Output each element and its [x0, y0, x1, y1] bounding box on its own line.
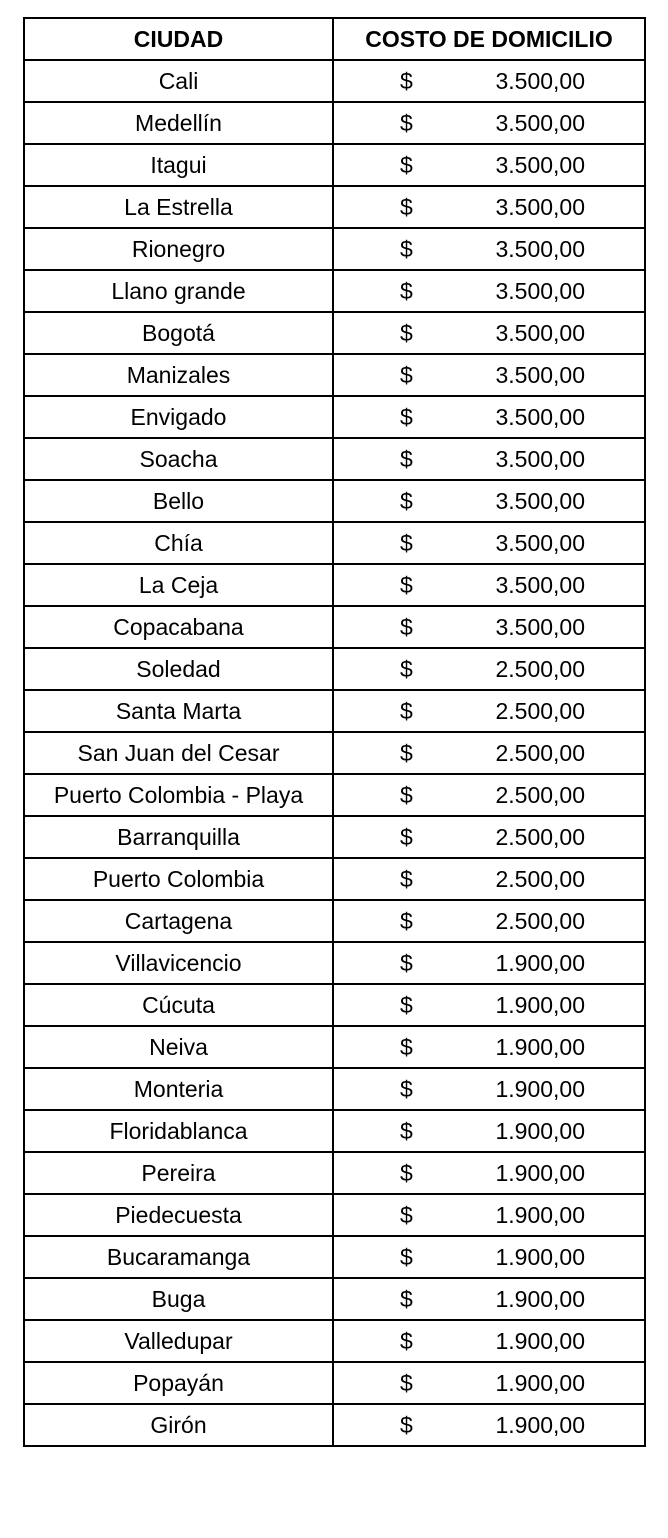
table-row	[24, 1362, 645, 1404]
currency-symbol: $	[400, 908, 413, 934]
cost-amount: 2.500,00	[495, 866, 585, 892]
currency-symbol: $	[400, 1160, 413, 1186]
table-row	[24, 1068, 645, 1110]
cost-amount: 1.900,00	[495, 1160, 585, 1186]
table-row	[24, 1026, 645, 1068]
cost-cell	[333, 1152, 645, 1194]
cost-cell	[333, 1110, 645, 1152]
cost-amount: 2.500,00	[495, 782, 585, 808]
table-row	[24, 900, 645, 942]
cost-cell	[333, 396, 645, 438]
currency-symbol: $	[400, 1244, 413, 1270]
cost-amount: 1.900,00	[495, 1286, 585, 1312]
cost-amount: 3.500,00	[495, 614, 585, 640]
cost-amount: 1.900,00	[495, 1118, 585, 1144]
cost-amount: 3.500,00	[495, 446, 585, 472]
cost-amount: 2.500,00	[495, 698, 585, 724]
city-cell: Villavicencio	[24, 942, 333, 984]
table-row	[24, 1404, 645, 1446]
cost-cell	[333, 102, 645, 144]
cost-cell	[333, 1194, 645, 1236]
table-row	[24, 354, 645, 396]
cost-amount: 3.500,00	[495, 404, 585, 430]
city-cell: La Ceja	[24, 564, 333, 606]
city-cell: Soledad	[24, 648, 333, 690]
delivery-cost-table	[23, 17, 646, 1447]
currency-symbol: $	[400, 866, 413, 892]
cost-cell	[333, 648, 645, 690]
city-cell: Rionegro	[24, 228, 333, 270]
cost-cell	[333, 270, 645, 312]
currency-symbol: $	[400, 362, 413, 388]
cost-cell	[333, 1320, 645, 1362]
table-row	[24, 102, 645, 144]
table-row	[24, 690, 645, 732]
table-row	[24, 438, 645, 480]
cost-amount: 3.500,00	[495, 530, 585, 556]
city-cell: Floridablanca	[24, 1110, 333, 1152]
table-row	[24, 186, 645, 228]
city-cell: Bogotá	[24, 312, 333, 354]
cost-amount: 2.500,00	[495, 656, 585, 682]
currency-symbol: $	[400, 1118, 413, 1144]
currency-symbol: $	[400, 698, 413, 724]
cost-cell	[333, 858, 645, 900]
currency-symbol: $	[400, 194, 413, 220]
cost-amount: 1.900,00	[495, 1202, 585, 1228]
currency-symbol: $	[400, 572, 413, 598]
city-cell: Chía	[24, 522, 333, 564]
table-row	[24, 942, 645, 984]
city-cell: Puerto Colombia - Playa	[24, 774, 333, 816]
cost-amount: 2.500,00	[495, 908, 585, 934]
cost-amount: 3.500,00	[495, 68, 585, 94]
cost-cell	[333, 60, 645, 102]
cost-cell	[333, 1362, 645, 1404]
cost-cell	[333, 480, 645, 522]
currency-symbol: $	[400, 740, 413, 766]
table-header-row	[24, 18, 645, 60]
cost-amount: 3.500,00	[495, 236, 585, 262]
cost-amount: 3.500,00	[495, 362, 585, 388]
table-row	[24, 522, 645, 564]
city-cell: Llano grande	[24, 270, 333, 312]
table-row	[24, 564, 645, 606]
city-cell: Valledupar	[24, 1320, 333, 1362]
table-row	[24, 816, 645, 858]
city-cell: Pereira	[24, 1152, 333, 1194]
city-cell: Bello	[24, 480, 333, 522]
city-cell: Cúcuta	[24, 984, 333, 1026]
table-row	[24, 1278, 645, 1320]
currency-symbol: $	[400, 1076, 413, 1102]
city-cell: Cali	[24, 60, 333, 102]
table-row	[24, 858, 645, 900]
cost-cell	[333, 900, 645, 942]
cost-amount: 1.900,00	[495, 1412, 585, 1438]
cost-cell	[333, 1278, 645, 1320]
cost-cell	[333, 1236, 645, 1278]
table-row	[24, 144, 645, 186]
header-delivery-cost: COSTO DE DOMICILIO	[333, 18, 645, 60]
cost-cell	[333, 354, 645, 396]
cost-cell	[333, 144, 645, 186]
cost-cell	[333, 1068, 645, 1110]
cost-cell	[333, 690, 645, 732]
currency-symbol: $	[400, 278, 413, 304]
cost-cell	[333, 228, 645, 270]
cost-amount: 3.500,00	[495, 488, 585, 514]
cost-cell	[333, 732, 645, 774]
table-row	[24, 1194, 645, 1236]
currency-symbol: $	[400, 1370, 413, 1396]
city-cell: Neiva	[24, 1026, 333, 1068]
table-row	[24, 648, 645, 690]
table-row	[24, 1236, 645, 1278]
cost-cell	[333, 984, 645, 1026]
table-row	[24, 732, 645, 774]
cost-cell	[333, 774, 645, 816]
cost-cell	[333, 606, 645, 648]
currency-symbol: $	[400, 530, 413, 556]
city-cell: Santa Marta	[24, 690, 333, 732]
city-cell: Buga	[24, 1278, 333, 1320]
cost-amount: 3.500,00	[495, 110, 585, 136]
table-row	[24, 774, 645, 816]
cost-amount: 1.900,00	[495, 1370, 585, 1396]
cost-amount: 3.500,00	[495, 194, 585, 220]
cost-amount: 1.900,00	[495, 1244, 585, 1270]
table-row	[24, 312, 645, 354]
city-cell: Itagui	[24, 144, 333, 186]
cost-amount: 3.500,00	[495, 320, 585, 346]
cost-cell	[333, 942, 645, 984]
table-row	[24, 270, 645, 312]
currency-symbol: $	[400, 950, 413, 976]
city-cell: Manizales	[24, 354, 333, 396]
currency-symbol: $	[400, 992, 413, 1018]
currency-symbol: $	[400, 236, 413, 262]
city-cell: Envigado	[24, 396, 333, 438]
table-row	[24, 1110, 645, 1152]
cost-amount: 1.900,00	[495, 1328, 585, 1354]
cost-cell	[333, 1404, 645, 1446]
cost-amount: 3.500,00	[495, 152, 585, 178]
city-cell: Cartagena	[24, 900, 333, 942]
city-cell: Popayán	[24, 1362, 333, 1404]
city-cell: Copacabana	[24, 606, 333, 648]
city-cell: Girón	[24, 1404, 333, 1446]
table-row	[24, 396, 645, 438]
currency-symbol: $	[400, 152, 413, 178]
city-cell: Barranquilla	[24, 816, 333, 858]
cost-amount: 2.500,00	[495, 824, 585, 850]
cost-cell	[333, 312, 645, 354]
table-body	[24, 60, 645, 1446]
currency-symbol: $	[400, 1286, 413, 1312]
table-row	[24, 1152, 645, 1194]
city-cell: Piedecuesta	[24, 1194, 333, 1236]
currency-symbol: $	[400, 782, 413, 808]
table-row	[24, 606, 645, 648]
cost-cell	[333, 564, 645, 606]
cost-amount: 1.900,00	[495, 950, 585, 976]
currency-symbol: $	[400, 1034, 413, 1060]
city-cell: Puerto Colombia	[24, 858, 333, 900]
cost-amount: 1.900,00	[495, 1076, 585, 1102]
cost-cell	[333, 186, 645, 228]
cost-amount: 1.900,00	[495, 1034, 585, 1060]
city-cell: Soacha	[24, 438, 333, 480]
cost-cell	[333, 1026, 645, 1068]
city-cell: Medellín	[24, 102, 333, 144]
table-row	[24, 228, 645, 270]
table-row	[24, 60, 645, 102]
cost-cell	[333, 816, 645, 858]
currency-symbol: $	[400, 446, 413, 472]
currency-symbol: $	[400, 488, 413, 514]
currency-symbol: $	[400, 1202, 413, 1228]
currency-symbol: $	[400, 404, 413, 430]
cost-amount: 1.900,00	[495, 992, 585, 1018]
currency-symbol: $	[400, 1328, 413, 1354]
table-row	[24, 480, 645, 522]
currency-symbol: $	[400, 1412, 413, 1438]
table-row	[24, 1320, 645, 1362]
currency-symbol: $	[400, 68, 413, 94]
currency-symbol: $	[400, 824, 413, 850]
city-cell: Bucaramanga	[24, 1236, 333, 1278]
cost-amount: 3.500,00	[495, 278, 585, 304]
currency-symbol: $	[400, 614, 413, 640]
cost-amount: 3.500,00	[495, 572, 585, 598]
cost-cell	[333, 522, 645, 564]
currency-symbol: $	[400, 320, 413, 346]
currency-symbol: $	[400, 656, 413, 682]
cost-cell	[333, 438, 645, 480]
currency-symbol: $	[400, 110, 413, 136]
city-cell: Monteria	[24, 1068, 333, 1110]
cost-amount: 2.500,00	[495, 740, 585, 766]
city-cell: La Estrella	[24, 186, 333, 228]
city-cell: San Juan del Cesar	[24, 732, 333, 774]
header-city: CIUDAD	[24, 18, 333, 60]
table-row	[24, 984, 645, 1026]
